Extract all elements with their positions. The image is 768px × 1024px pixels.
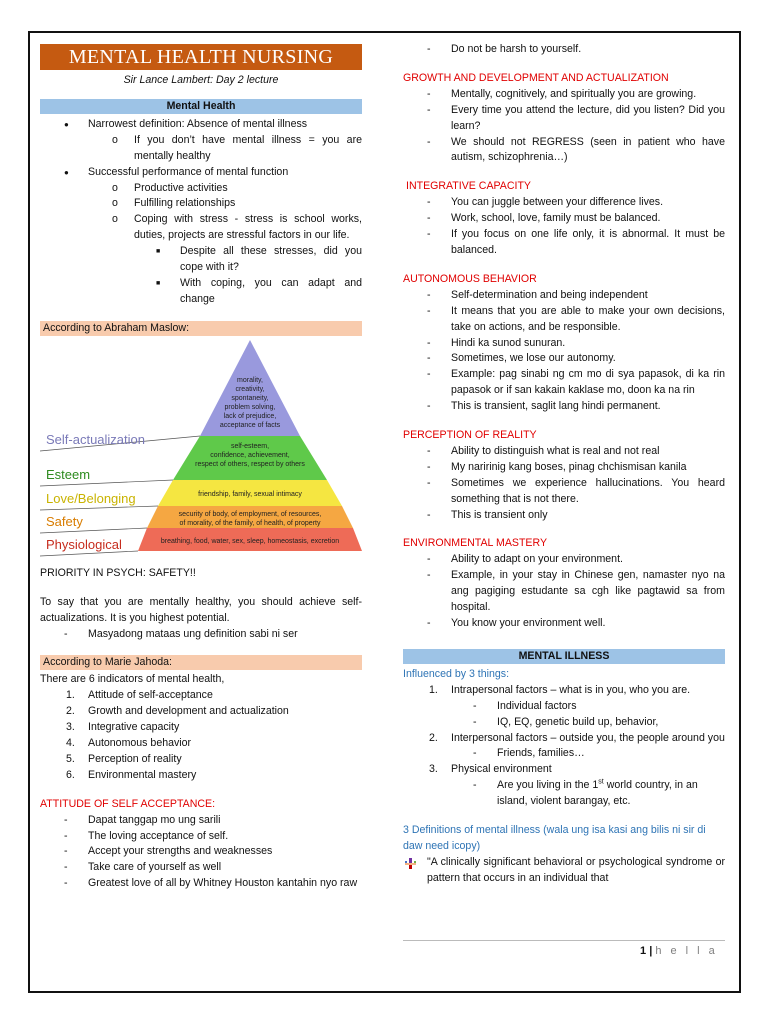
influenced-by: Influenced by 3 things: bbox=[403, 667, 510, 680]
list-item: - Self-determination and being independent bbox=[403, 288, 725, 304]
list-item: - Mentally, cognitively, and spiritually you are growing. bbox=[403, 87, 725, 103]
tier-text: spontaneity, bbox=[231, 394, 269, 402]
list-item: 2. Interpersonal factors – outside you, the people around you bbox=[429, 731, 725, 744]
tier-label-esteem: Esteem bbox=[46, 466, 91, 482]
list-item: 1. Intrapersonal factors – what is in you, who you are. bbox=[429, 683, 691, 696]
tier-label-physiological: Physiological bbox=[46, 536, 122, 552]
perception-list bbox=[403, 444, 725, 524]
tier-label-love-belonging: Love/Belonging bbox=[46, 490, 136, 506]
list-item: 5. Perception of reality bbox=[66, 752, 182, 765]
list-item: o If you don’t have mental illness = you are mentally healthy bbox=[40, 133, 362, 165]
list-item: - Sometimes we experience hallucinations. You heard something that is not there. bbox=[403, 476, 725, 508]
growth-list bbox=[403, 87, 725, 167]
list-item: - This is transient, saglit lang hindi permanent. bbox=[403, 399, 725, 415]
list-item: 2. Growth and development and actualization bbox=[66, 705, 289, 718]
list-item: - My naririnig kang boses, pinag chchismisan kanila bbox=[403, 460, 725, 476]
tier-text: problem solving, bbox=[224, 403, 276, 411]
list-item: "A clinically significant behavioral or psychological syndrome or pattern that occurs in an individual that bbox=[403, 855, 725, 887]
list-item: - Take care of yourself as well bbox=[40, 860, 362, 876]
list-item: o Productive activities bbox=[40, 181, 362, 197]
list-item: - Masyadong mataas ung definition sabi ni ser bbox=[40, 627, 362, 643]
list-item: - Hindi ka sunod sunuran. bbox=[403, 336, 725, 352]
list-item: - The loving acceptance of self. bbox=[40, 829, 362, 845]
list-item: - You know your environment well. bbox=[403, 616, 725, 632]
list-item: - It means that you are able to make your own decisions, take on actions, and be responsible. bbox=[403, 304, 725, 336]
list-item: o Coping with stress - stress is school works, duties, projects are stressful factors in our life. bbox=[40, 212, 362, 244]
tier-text: breathing, food, water, sex, sleep, homeostasis, excretion bbox=[160, 537, 340, 545]
self-acceptance-list bbox=[40, 813, 362, 893]
document-subtitle: Sir Lance Lambert: Day 2 lecture bbox=[123, 74, 279, 86]
list-item: - Work, school, love, family must be balanced. bbox=[403, 211, 725, 227]
list-item: - Are you living in the 1st world country, in an island, violent barangay, etc. bbox=[403, 778, 725, 810]
list-item: 1. Attitude of self-acceptance bbox=[66, 689, 213, 702]
priority-text: PRIORITY IN PSYCH: SAFETY!! bbox=[40, 566, 196, 579]
growth-heading: GROWTH AND DEVELOPMENT AND ACTUALIZATION bbox=[403, 71, 669, 84]
mental-illness-heading: MENTAL ILLNESS bbox=[403, 649, 725, 664]
list-item: - Greatest love of all by Whitney Houston kantahin nyo raw bbox=[40, 876, 362, 892]
document-title: MENTAL HEALTH NURSING bbox=[40, 44, 362, 70]
list-item: - If you focus on one life only, it is abnormal. It must be balanced. bbox=[403, 227, 725, 259]
jahoda-list bbox=[40, 688, 362, 783]
left-column bbox=[40, 42, 362, 892]
tier-text: security of body, of employment, of resources, bbox=[178, 510, 322, 518]
integrative-heading: INTEGRATIVE CAPACITY bbox=[406, 180, 531, 193]
factors-list bbox=[403, 683, 725, 810]
tier-text: lack of prejudice, bbox=[223, 412, 277, 420]
maslow-pyramid bbox=[40, 338, 362, 558]
mental-health-heading: Mental Health bbox=[40, 99, 362, 114]
tier-label-self-actualization: Self-actualization bbox=[46, 431, 145, 447]
list-item: - We should not REGRESS (seen in patient who have autism, schizophrenia…) bbox=[403, 135, 725, 167]
list-item: - Friends, families… bbox=[403, 746, 725, 762]
page-number: 1 bbox=[640, 945, 647, 957]
list-item: - Example: pag sinabi ng cm mo di sya papasok, di ka rin papasok or if san kakain kaklase mo, doon ka na rin bbox=[403, 367, 725, 399]
tier-text: self-esteem, bbox=[230, 442, 270, 450]
page-footer: 1 | h e l l a bbox=[640, 945, 718, 957]
maslow-heading: According to Abraham Maslow: bbox=[40, 321, 362, 336]
footer-divider bbox=[403, 940, 725, 941]
environmental-list bbox=[403, 552, 725, 632]
perception-heading: PERCEPTION OF REALITY bbox=[403, 429, 537, 442]
list-item: - Example, in your stay in Chinese gen, namaster nyo na ang pagiging estudante sa cgh like pagtawid sa from hospital. bbox=[403, 568, 725, 616]
tier-text: confidence, achievement, bbox=[210, 451, 290, 459]
list-item: - IQ, EQ, genetic build up, behavior, bbox=[403, 715, 725, 731]
environmental-heading: ENVIRONMENTAL MASTERY bbox=[403, 537, 548, 550]
list-item: - You can juggle between your difference lives. bbox=[403, 195, 725, 211]
list-item: - Ability to adapt on your environment. bbox=[403, 552, 725, 568]
tier-text: morality, bbox=[237, 376, 263, 384]
to-say-paragraph: To say that you are mentally healthy, you should achieve self-actualizations. It is you highest potential. bbox=[40, 595, 362, 624]
arrow-bullet-icon bbox=[405, 858, 416, 869]
list-item: 3. Physical environment bbox=[429, 763, 552, 776]
tier-text: of morality, of the family, of health, of property bbox=[179, 519, 321, 527]
list-item: - Individual factors bbox=[403, 699, 725, 715]
integrative-list bbox=[403, 195, 725, 259]
list-item: - Sometimes, we lose our autonomy. bbox=[403, 351, 725, 367]
list-item: - Every time you attend the lecture, did you listen? Did you learn? bbox=[403, 103, 725, 135]
jahoda-heading: According to Marie Jahoda: bbox=[40, 655, 362, 670]
tier-text: friendship, family, sexual intimacy bbox=[198, 490, 302, 498]
list-item: ■ With coping, you can adapt and change bbox=[40, 276, 362, 308]
list-item: - Dapat tanggap mo ung sarili bbox=[40, 813, 362, 829]
list-item: 6. Environmental mastery bbox=[66, 768, 197, 781]
tier-text: acceptance of facts bbox=[219, 421, 281, 429]
autonomous-heading: AUTONOMOUS BEHAVIOR bbox=[403, 272, 537, 285]
list-item: ■ Despite all these stresses, did you cope with it? bbox=[40, 244, 362, 276]
tier-label-safety: Safety bbox=[46, 513, 83, 529]
mental-health-list bbox=[40, 117, 362, 308]
list-item: - Accept your strengths and weaknesses bbox=[40, 844, 362, 860]
list-item: 4. Autonomous behavior bbox=[66, 737, 192, 750]
autonomous-list bbox=[403, 288, 725, 415]
list-item: ● Narrowest definition: Absence of mental illness bbox=[40, 117, 362, 133]
tier-text: creativity, bbox=[235, 385, 265, 393]
definitions-heading: 3 Definitions of mental illness (wala ung isa kasi ang bilis ni sir di daw need icopy) bbox=[403, 824, 706, 852]
maslow-pyramid-svg bbox=[40, 338, 362, 558]
self-acceptance-heading: ATTITUDE OF SELF ACCEPTANCE: bbox=[40, 797, 216, 810]
author-name: h e l l a bbox=[655, 945, 718, 957]
jahoda-intro: There are 6 indicators of mental health, bbox=[40, 673, 225, 686]
list-item: ● Successful performance of mental function bbox=[40, 165, 362, 181]
tier-text: respect of others, respect by others bbox=[195, 460, 305, 468]
right-column bbox=[403, 42, 725, 887]
list-item: - Ability to distinguish what is real and not real bbox=[403, 444, 725, 460]
list-item: - This is transient only bbox=[403, 508, 725, 524]
list-item: 3. Integrative capacity bbox=[66, 721, 180, 734]
list-item: o Fulfilling relationships bbox=[40, 196, 362, 212]
list-item: - Do not be harsh to yourself. bbox=[403, 42, 725, 58]
